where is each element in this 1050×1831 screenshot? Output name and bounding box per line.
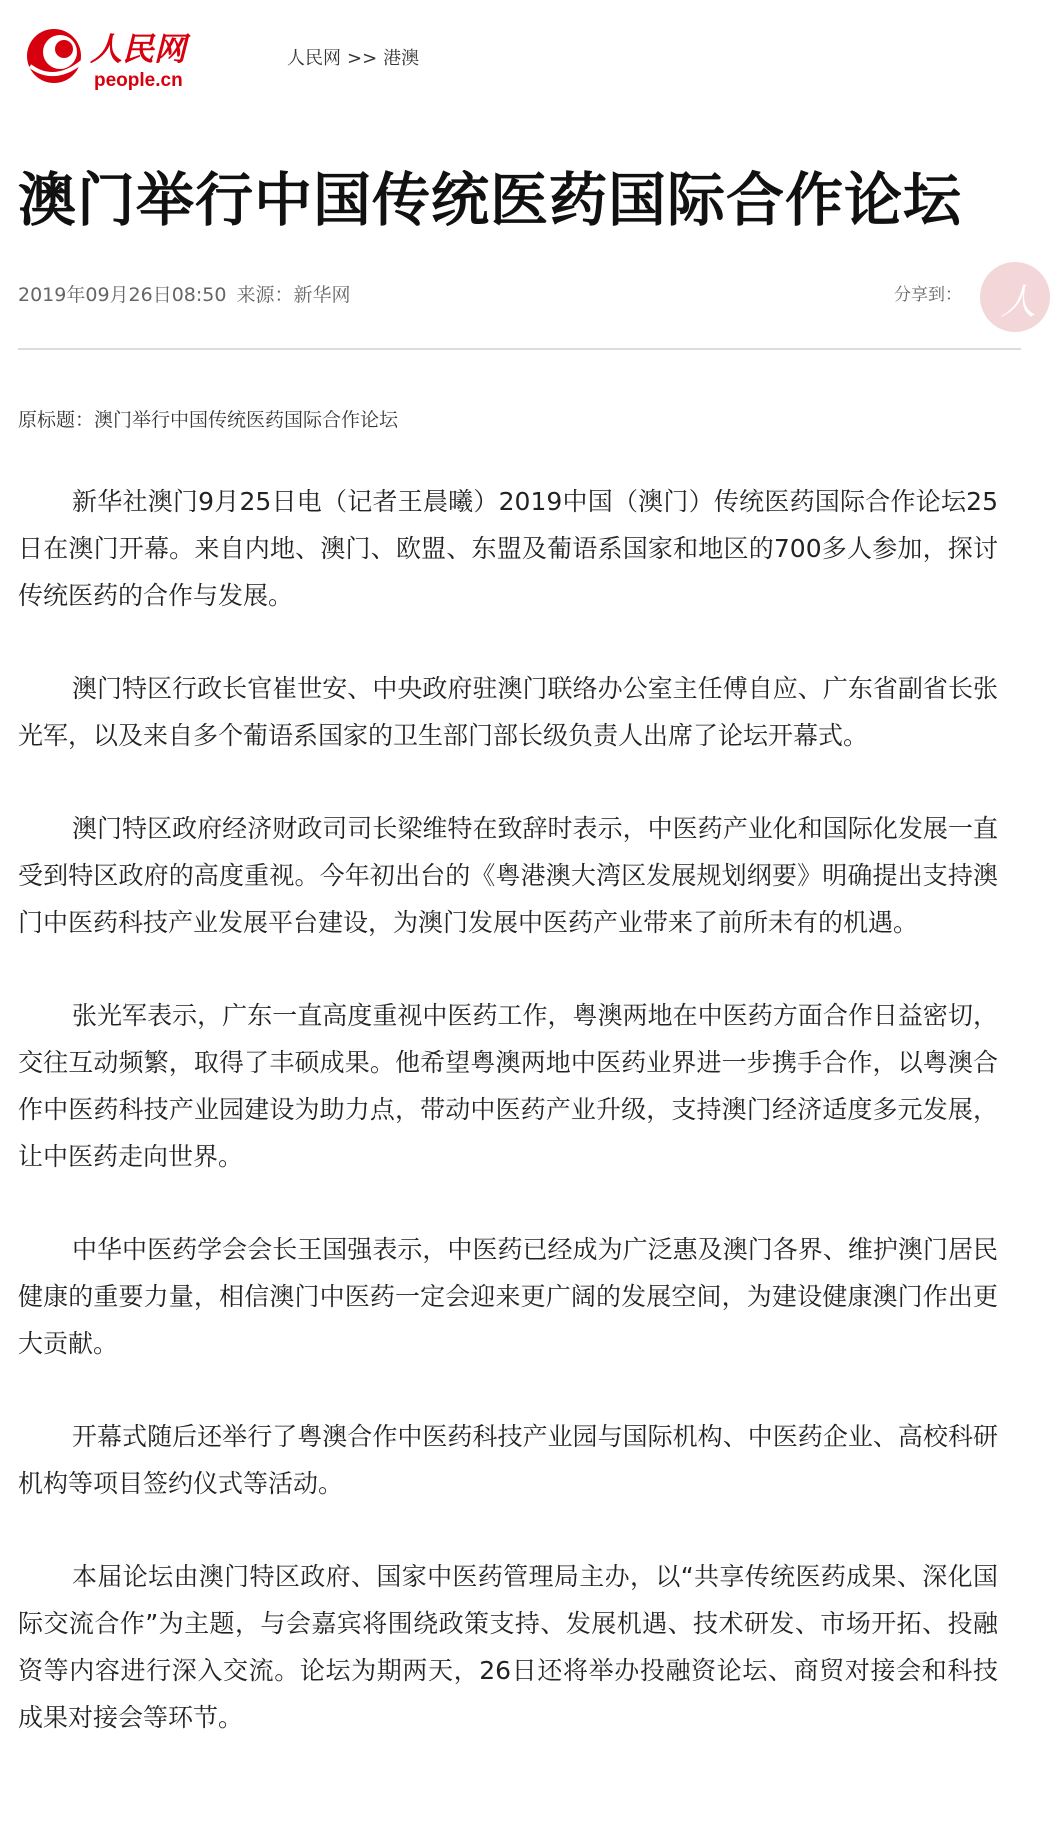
article-meta	[18, 280, 351, 307]
breadcrumb-section-link[interactable]: 港澳	[383, 48, 420, 69]
people-cn-logo-icon	[24, 26, 200, 96]
breadcrumb	[287, 44, 419, 70]
article-paragraph: 新华社澳门9月25日电（记者王晨曦）2019中国（澳门）传统医药国际合作论坛25日在澳门开幕。来自内地、澳门、欧盟、东盟及葡语系国家和地区的700多人参加，探讨传统医药的合作与发展。	[18, 487, 998, 610]
people-cn-logo[interactable]	[24, 26, 200, 96]
breadcrumb-home-link[interactable]: 人民网	[287, 48, 341, 69]
original-title: 原标题：澳门举行中国传统医药国际合作论坛	[18, 409, 399, 431]
svg-text:人民网: 人民网	[90, 30, 187, 68]
divider	[18, 348, 1021, 350]
article-paragraph: 澳门特区行政长官崔世安、中央政府驻澳门联络办公室主任傅自应、广东省副省长张光军，以及来自多个葡语系国家的卫生部门部长级负责人出席了论坛开幕式。	[18, 674, 998, 750]
article-title: 澳门举行中国传统医药国际合作论坛	[18, 166, 963, 234]
article-paragraph: 澳门特区政府经济财政司司长梁维特在致辞时表示，中医药产业化和国际化发展一直受到特区政府的高度重视。今年初出台的《粤港澳大湾区发展规划纲要》明确提出支持澳门中医药科技产业发展平台建设，为澳门发展中医药产业带来了前所未有的机遇。	[18, 814, 998, 937]
share-weibo-icon[interactable]	[980, 262, 1050, 332]
site-header	[0, 0, 1021, 120]
article-paragraph: 本届论坛由澳门特区政府、国家中医药管理局主办，以“共享传统医药成果、深化国际交流合作”为主题，与会嘉宾将围绕政策支持、发展机遇、技术研发、市场开拓、投融资等内容进行深入交流。论坛为期两天，26日还将举办投融资论坛、商贸对接会和科技成果对接会等环节。	[18, 1562, 998, 1732]
svg-text:people.cn: people.cn	[94, 70, 183, 91]
article-paragraph: 开幕式随后还举行了粤澳合作中医药科技产业园与国际机构、中医药企业、高校科研机构等项目签约仪式等活动。	[18, 1422, 998, 1498]
publish-datetime: 2019年09月26日08:50	[18, 284, 227, 306]
article-paragraph: 中华中医药学会会长王国强表示，中医药已经成为广泛惠及澳门各界、维护澳门居民健康的重要力量，相信澳门中医药一定会迎来更广阔的发展空间，为建设健康澳门作出更大贡献。	[18, 1235, 998, 1358]
share-label: 分享到：	[894, 285, 962, 305]
article-paragraph: 张光军表示，广东一直高度重视中医药工作，粤澳两地在中医药方面合作日益密切，交往互动频繁，取得了丰硕成果。他希望粤澳两地中医药业界进一步携手合作，以粤澳合作中医药科技产业园建设为助力点，带动中医药产业升级，支持澳门经济适度多元发展，让中医药走向世界。	[18, 1001, 998, 1171]
source-label: 来源：	[236, 284, 294, 306]
source-name[interactable]: 新华网	[293, 284, 351, 306]
article-body	[18, 478, 998, 1787]
breadcrumb-separator: >>	[347, 48, 378, 69]
share-glyph-icon: 人	[1000, 282, 1037, 323]
